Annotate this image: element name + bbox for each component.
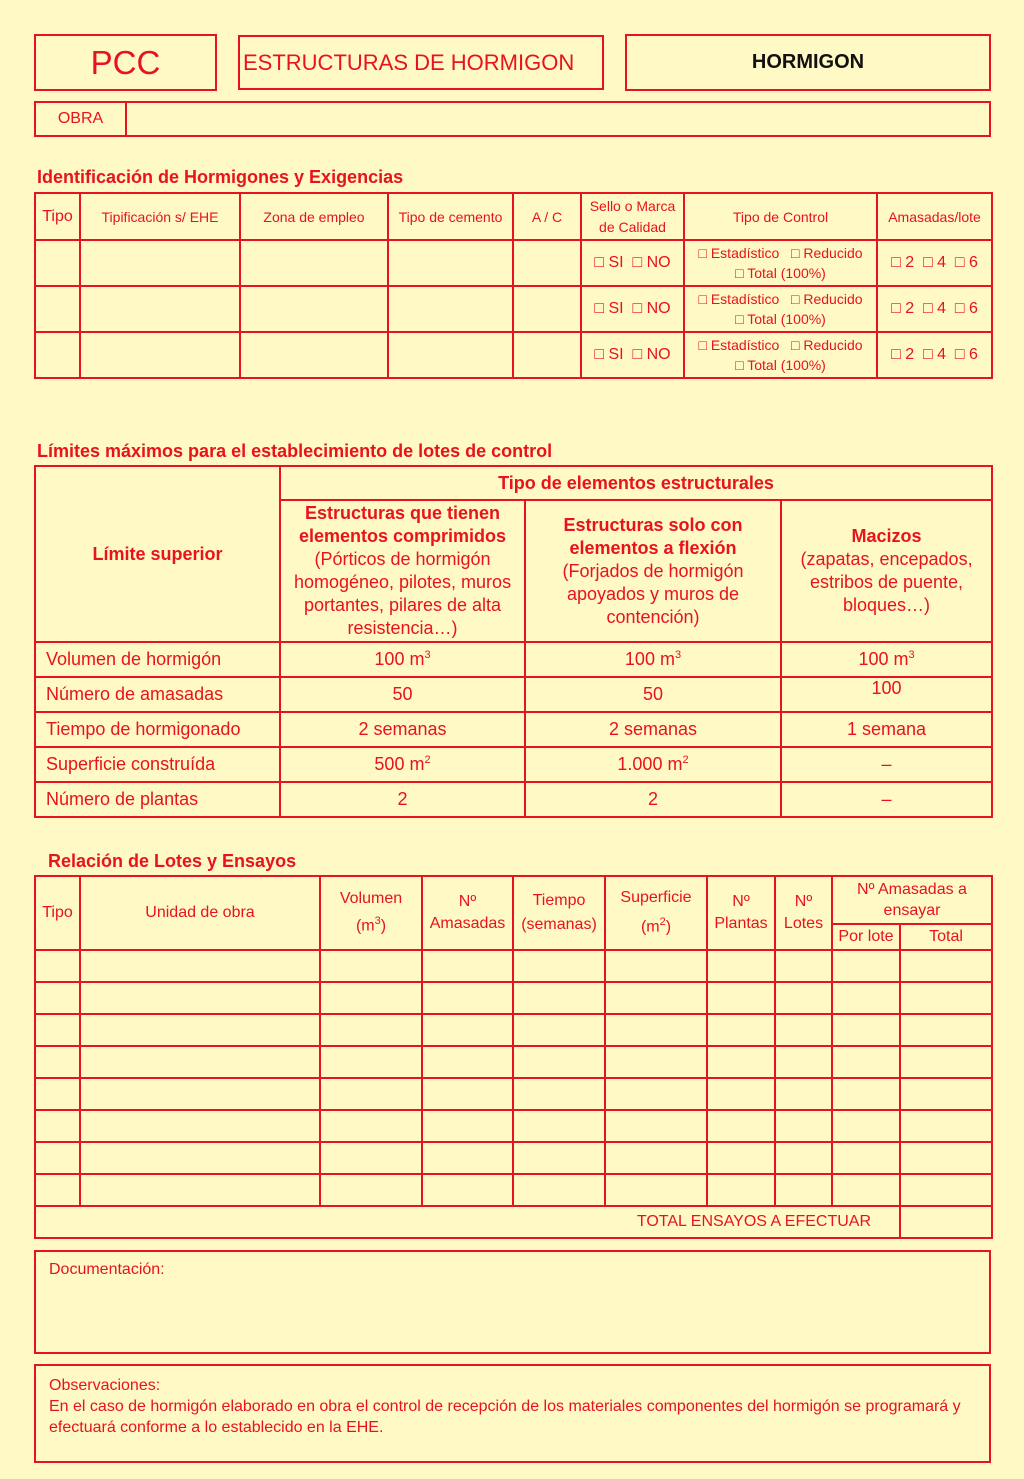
form-category: ESTRUCTURAS DE HORMIGON: [243, 49, 575, 75]
observaciones-text: En el caso de hormigón elaborado en obra el control de recepción de los materiales componentes del hormigón se programará y efectuará conforme a lo establecido en la EHE.: [49, 1398, 961, 1436]
cell-ac[interactable]: [513, 332, 581, 378]
cell-tipo[interactable]: [35, 332, 80, 378]
col-header-volumen: [320, 876, 422, 950]
cell-unidad[interactable]: [80, 1174, 320, 1206]
col-header-control: Tipo de Control: [684, 193, 877, 240]
checkbox-total[interactable]: [735, 357, 743, 373]
table-row: [35, 950, 992, 982]
cell-amasadas: [877, 286, 992, 332]
cell-superficie[interactable]: [605, 982, 707, 1014]
cell-amasadas: [877, 332, 992, 378]
cell-zona[interactable]: [240, 332, 388, 378]
cell-unidad[interactable]: [80, 950, 320, 982]
cell-unidad[interactable]: [80, 1110, 320, 1142]
label-no: NO: [646, 300, 671, 317]
volumen-unit: (m: [355, 917, 375, 935]
cell-volumen[interactable]: [320, 1142, 422, 1174]
cell-tipificacion[interactable]: [80, 286, 240, 332]
cell-unidad[interactable]: [80, 1046, 320, 1078]
cell-control: [684, 332, 877, 378]
cell-value: [280, 712, 525, 747]
checkbox-reducido[interactable]: [791, 245, 799, 261]
cell-tiempo[interactable]: [513, 950, 605, 982]
col-header-amasadas-ensayar: Nº Amasadas a ensayar: [832, 876, 992, 924]
cell-plantas[interactable]: [707, 950, 775, 982]
cell-volumen[interactable]: [320, 950, 422, 982]
label-si: SI: [608, 300, 624, 317]
section1-title: Identificación de Hormigones y Exigencias: [37, 167, 404, 187]
cell-value: [781, 642, 992, 677]
col-comprimidos-title: Estructuras que tienen elementos comprimidos: [298, 503, 507, 546]
table-row: [35, 1014, 992, 1046]
row-label: Volumen de hormigón: [35, 642, 280, 677]
cell-tipo[interactable]: [35, 1078, 80, 1110]
value-text: 50: [642, 684, 664, 704]
cell-por-lote[interactable]: [832, 1110, 900, 1142]
cell-plantas[interactable]: [707, 1014, 775, 1046]
superficie-label: Superficie: [620, 889, 692, 907]
cell-zona[interactable]: [240, 286, 388, 332]
row-label: Superficie construída: [35, 747, 280, 782]
label-reducido: Reducido: [803, 245, 863, 261]
value-sup: 2: [682, 754, 689, 766]
cell-lotes[interactable]: [775, 982, 832, 1014]
cell-value: [280, 747, 525, 782]
table-row: [35, 1174, 992, 1206]
value-text: 1 semana: [846, 719, 927, 739]
checkbox-si[interactable]: [594, 254, 604, 271]
label-6: 6: [969, 254, 978, 271]
label-2: 2: [905, 254, 915, 271]
cell-por-lote[interactable]: [832, 1078, 900, 1110]
cell-cemento[interactable]: [388, 332, 513, 378]
cell-plantas[interactable]: [707, 1174, 775, 1206]
row-label: Número de plantas: [35, 782, 280, 817]
cell-unidad[interactable]: [80, 1078, 320, 1110]
cell-tiempo[interactable]: [513, 982, 605, 1014]
table-row: [35, 1110, 992, 1142]
identification-table: [34, 192, 993, 379]
lots-table: [34, 875, 993, 1239]
cell-lotes[interactable]: [775, 950, 832, 982]
cell-tiempo[interactable]: [513, 1110, 605, 1142]
label-4: 4: [937, 346, 947, 363]
obra-label: OBRA: [57, 110, 104, 127]
label-4: 4: [937, 300, 947, 317]
form-material: HORMIGON: [751, 51, 865, 73]
cell-value: [280, 677, 525, 712]
cell-volumen[interactable]: [320, 1046, 422, 1078]
value-sup: 2: [424, 754, 431, 766]
checkbox-6[interactable]: [955, 254, 965, 271]
label-si: SI: [608, 254, 624, 271]
value-text: 2: [397, 789, 408, 809]
documentacion-box[interactable]: [34, 1250, 991, 1354]
limits-table: [34, 465, 993, 818]
checkbox-4[interactable]: [923, 254, 933, 271]
row-label: Número de amasadas: [35, 677, 280, 712]
table-row: [35, 1046, 992, 1078]
cell-control: [684, 286, 877, 332]
volumen-label: Volumen: [339, 890, 403, 908]
checkbox-total[interactable]: [735, 265, 743, 281]
tiempo-unit: (semanas): [521, 916, 597, 933]
total-label: TOTAL ENSAYOS A EFECTUAR: [636, 1213, 871, 1230]
obra-label-cell: [36, 103, 127, 135]
label-estadistico: Estadístico: [710, 245, 780, 261]
total-row: [35, 1206, 992, 1238]
label-2: 2: [905, 346, 915, 363]
cell-value: [781, 677, 992, 712]
checkbox-reducido[interactable]: [791, 291, 799, 307]
material-box: [625, 34, 991, 91]
col-header-por-lote: Por lote: [832, 924, 900, 950]
checkbox-4[interactable]: [923, 346, 933, 363]
cell-total[interactable]: [900, 1110, 992, 1142]
value-text: 50: [392, 684, 413, 704]
value-text: 2 semanas: [608, 719, 698, 739]
col-flexion-title: Estructuras solo con elementos a flexión: [563, 514, 743, 558]
cell-amasadas[interactable]: [422, 1110, 513, 1142]
checkbox-no[interactable]: [633, 254, 643, 271]
label-6: 6: [969, 346, 978, 363]
checkbox-2[interactable]: [891, 254, 901, 271]
label-si: SI: [608, 346, 624, 363]
col-header-superficie: [605, 876, 707, 950]
checkbox-reducido[interactable]: [791, 337, 799, 353]
cell-amasadas[interactable]: [422, 1142, 513, 1174]
col-header-tiempo: [513, 876, 605, 950]
cell-superficie[interactable]: [605, 1078, 707, 1110]
cell-tipo[interactable]: [35, 950, 80, 982]
col-header-ac: A / C: [513, 193, 581, 240]
total-label-cell: [35, 1206, 900, 1238]
cell-value: [781, 747, 992, 782]
section3-title: Relación de Lotes y Ensayos: [48, 851, 297, 871]
tiempo-label: Tiempo: [532, 892, 586, 909]
cell-volumen[interactable]: [320, 982, 422, 1014]
cell-total[interactable]: [900, 1078, 992, 1110]
cell-unidad[interactable]: [80, 982, 320, 1014]
cell-lotes[interactable]: [775, 1142, 832, 1174]
superficie-unit: (m: [640, 918, 660, 936]
documentacion-label: Documentación:: [49, 1261, 165, 1278]
cell-sello: [581, 240, 684, 286]
cell-control: [684, 240, 877, 286]
col-macizos: [781, 500, 992, 642]
row-label: Tiempo de hormigonado: [35, 712, 280, 747]
cell-amasadas[interactable]: [422, 950, 513, 982]
cell-sello: [581, 286, 684, 332]
cell-value: [525, 747, 781, 782]
section2-title: Límites máximos para el establecimiento de lotes de control: [37, 441, 553, 461]
cell-tipo[interactable]: [35, 1046, 80, 1078]
col-flexion: [525, 500, 781, 642]
superficie-sup: 2: [659, 916, 666, 929]
col-header-plantas: Nº Plantas: [707, 876, 775, 950]
cell-value: [280, 642, 525, 677]
table-row: [35, 1142, 992, 1174]
value-text: 100 m: [624, 649, 675, 669]
checkbox-6[interactable]: [955, 300, 965, 317]
cell-amasadas: [877, 240, 992, 286]
col-comprimidos: [280, 500, 525, 642]
cell-unidad[interactable]: [80, 1014, 320, 1046]
col-header-sello: Sello o Marca de Calidad: [581, 193, 684, 240]
cell-plantas[interactable]: [707, 1142, 775, 1174]
cell-tiempo[interactable]: [513, 1142, 605, 1174]
col-header-amasadas: Amasadas/lote: [877, 193, 992, 240]
col-header-lotes: Nº Lotes: [775, 876, 832, 950]
volumen-sup: 3: [374, 915, 381, 928]
form-code: PCC: [90, 43, 161, 81]
cell-superficie[interactable]: [605, 1174, 707, 1206]
cell-lotes[interactable]: [775, 1078, 832, 1110]
cell-zona[interactable]: [240, 240, 388, 286]
label-reducido: Reducido: [803, 337, 863, 353]
cell-lotes[interactable]: [775, 1046, 832, 1078]
cell-tipo[interactable]: [35, 982, 80, 1014]
cell-unidad[interactable]: [80, 1142, 320, 1174]
value-text: –: [881, 754, 892, 774]
table-row: [35, 1078, 992, 1110]
obra-field[interactable]: [129, 103, 989, 135]
total-value-cell[interactable]: [900, 1206, 992, 1238]
cell-value: [525, 642, 781, 677]
label-no: NO: [646, 254, 671, 271]
cell-ac[interactable]: [513, 240, 581, 286]
value-sup: 3: [674, 649, 682, 661]
cell-por-lote[interactable]: [832, 950, 900, 982]
checkbox-4[interactable]: [923, 300, 933, 317]
label-estadistico: Estadístico: [710, 291, 780, 307]
cell-cemento[interactable]: [388, 240, 513, 286]
cell-value: [280, 782, 525, 817]
label-no: NO: [646, 346, 671, 363]
cell-amasadas[interactable]: [422, 1174, 513, 1206]
cell-por-lote[interactable]: [832, 1046, 900, 1078]
superficie-close: ): [665, 918, 672, 936]
value-text: 100: [871, 678, 902, 698]
col-flexion-desc: (Forjados de hormigón apoyados y muros de contención): [562, 560, 744, 627]
label-total: Total (100%): [747, 265, 826, 281]
limits-row: [35, 782, 992, 817]
cell-lotes[interactable]: [775, 1174, 832, 1206]
value-text: 2 semanas: [358, 719, 447, 739]
label-6: 6: [969, 300, 978, 317]
cell-superficie[interactable]: [605, 1142, 707, 1174]
cell-tiempo[interactable]: [513, 1014, 605, 1046]
cell-tipo[interactable]: [35, 286, 80, 332]
observaciones-box: [34, 1364, 991, 1463]
value-text: –: [881, 789, 892, 809]
cell-value: [781, 782, 992, 817]
obra-row: [34, 101, 991, 137]
col-header-tipo: Tipo: [35, 876, 80, 950]
checkbox-no[interactable]: [633, 300, 643, 317]
identification-row: [35, 240, 992, 286]
limits-row: [35, 712, 992, 747]
limits-row: [35, 747, 992, 782]
label-2: 2: [905, 300, 915, 317]
cell-por-lote[interactable]: [832, 1142, 900, 1174]
value-text: 2: [647, 789, 658, 809]
cell-volumen[interactable]: [320, 1014, 422, 1046]
cell-cemento[interactable]: [388, 286, 513, 332]
cell-plantas[interactable]: [707, 1078, 775, 1110]
cell-plantas[interactable]: [707, 1046, 775, 1078]
cell-tipo[interactable]: [35, 240, 80, 286]
col-header-tipificacion: Tipificación s/ EHE: [80, 193, 240, 240]
cell-superficie[interactable]: [605, 1014, 707, 1046]
label-4: 4: [937, 254, 947, 271]
cell-tipificacion[interactable]: [80, 332, 240, 378]
cell-ac[interactable]: [513, 286, 581, 332]
label-estadistico: Estadístico: [710, 337, 780, 353]
checkbox-si[interactable]: [594, 346, 604, 363]
cell-total[interactable]: [900, 982, 992, 1014]
col-comprimidos-desc: (Pórticos de hormigón homogéneo, pilotes, muros portantes, pilares de alta resistencia…): [293, 549, 512, 638]
cell-sello: [581, 332, 684, 378]
cell-lotes[interactable]: [775, 1014, 832, 1046]
code-box: [34, 34, 217, 91]
col-header-zona: Zona de empleo: [240, 193, 388, 240]
limits-row: [35, 677, 992, 712]
col-header-total: Total: [900, 924, 992, 950]
label-total: Total (100%): [747, 357, 826, 373]
col-header-amasadas: Nº Amasadas: [422, 876, 513, 950]
cell-por-lote[interactable]: [832, 1014, 900, 1046]
col-header-cemento: Tipo de cemento: [388, 193, 513, 240]
cell-plantas[interactable]: [707, 982, 775, 1014]
cell-value: [525, 712, 781, 747]
col-macizos-title: Macizos: [851, 526, 922, 546]
cell-lotes[interactable]: [775, 1110, 832, 1142]
cell-value: [781, 712, 992, 747]
cell-total[interactable]: [900, 1174, 992, 1206]
identification-row: [35, 286, 992, 332]
cell-plantas[interactable]: [707, 1110, 775, 1142]
checkbox-2[interactable]: [891, 346, 901, 363]
cell-tipo[interactable]: [35, 1142, 80, 1174]
limits-row: [35, 642, 992, 677]
cell-tipo[interactable]: [35, 1174, 80, 1206]
value-text: 500 m: [374, 754, 425, 774]
checkbox-estadistico[interactable]: [698, 245, 706, 261]
checkbox-2[interactable]: [891, 300, 901, 317]
cell-total[interactable]: [900, 1014, 992, 1046]
cell-superficie[interactable]: [605, 1110, 707, 1142]
checkbox-total[interactable]: [735, 311, 743, 327]
checkbox-si[interactable]: [594, 300, 604, 317]
cell-tipo[interactable]: [35, 1014, 80, 1046]
cell-tiempo[interactable]: [513, 1078, 605, 1110]
cell-por-lote[interactable]: [832, 982, 900, 1014]
cell-amasadas[interactable]: [422, 1078, 513, 1110]
col-header-tipo: Tipo: [35, 193, 80, 240]
value-sup: 3: [424, 649, 431, 661]
observaciones-label: Observaciones:: [49, 1377, 161, 1394]
cell-total[interactable]: [900, 1046, 992, 1078]
category-box: [238, 35, 604, 90]
identification-row: [35, 332, 992, 378]
checkbox-6[interactable]: [955, 346, 965, 363]
cell-superficie[interactable]: [605, 950, 707, 982]
cell-amasadas[interactable]: [422, 1046, 513, 1078]
cell-volumen[interactable]: [320, 1174, 422, 1206]
checkbox-estadistico[interactable]: [698, 291, 706, 307]
cell-volumen[interactable]: [320, 1110, 422, 1142]
cell-tiempo[interactable]: [513, 1174, 605, 1206]
table-row: [35, 982, 992, 1014]
value-text: 100 m: [858, 649, 909, 669]
cell-value: [525, 782, 781, 817]
group-header: Tipo de elementos estructurales: [280, 466, 992, 500]
label-reducido: Reducido: [803, 291, 863, 307]
limit-header: Límite superior: [35, 466, 280, 642]
col-header-unidad: Unidad de obra: [80, 876, 320, 950]
value-sup: 3: [908, 649, 915, 661]
value-text: 100 m: [374, 649, 425, 669]
cell-superficie[interactable]: [605, 1046, 707, 1078]
cell-por-lote[interactable]: [832, 1174, 900, 1206]
col-macizos-desc: (zapatas, encepados, estribos de puente, bloques…): [800, 549, 973, 615]
checkbox-no[interactable]: [633, 346, 643, 363]
cell-amasadas[interactable]: [422, 1014, 513, 1046]
cell-total[interactable]: [900, 1142, 992, 1174]
cell-value: [525, 677, 781, 712]
checkbox-estadistico[interactable]: [698, 337, 706, 353]
cell-amasadas[interactable]: [422, 982, 513, 1014]
cell-total[interactable]: [900, 950, 992, 982]
volumen-close: ): [380, 917, 387, 935]
value-text: 1.000 m: [617, 754, 683, 774]
cell-tiempo[interactable]: [513, 1046, 605, 1078]
label-total: Total (100%): [747, 311, 826, 327]
cell-tipificacion[interactable]: [80, 240, 240, 286]
cell-volumen[interactable]: [320, 1078, 422, 1110]
cell-tipo[interactable]: [35, 1110, 80, 1142]
